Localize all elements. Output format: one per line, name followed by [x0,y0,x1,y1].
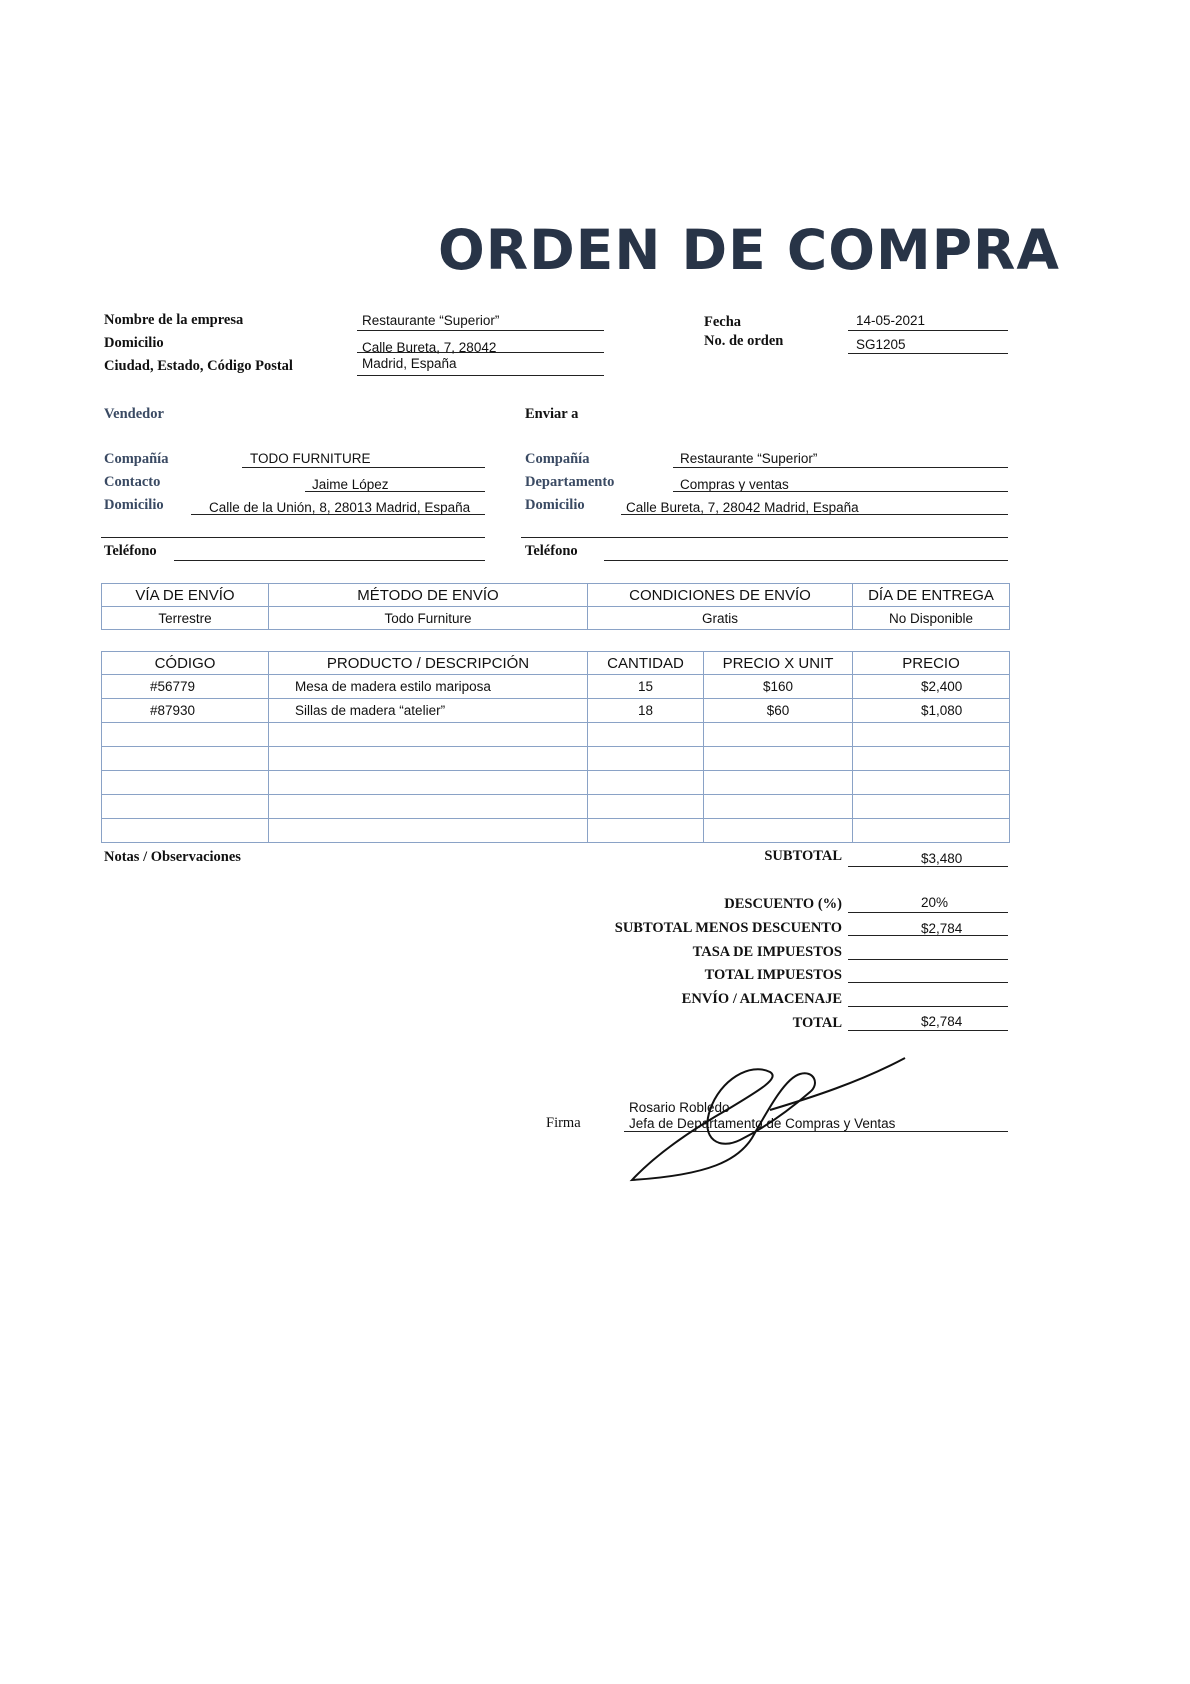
handwritten-signature [620,1050,920,1185]
table-row [102,819,1010,843]
discount-value: 20% [921,895,949,910]
vendor-company-line [242,467,485,468]
item-quantity [588,771,704,795]
subtotal-less-discount-label: SUBTOTAL MENOS DESCUENTO [614,920,842,936]
item-quantity [588,747,704,771]
item-price [853,819,1010,843]
table-row [102,771,1010,795]
item-description: Mesa de madera estilo mariposa [269,675,588,699]
shipping-header-delivery: DÍA DE ENTREGA [853,584,1010,607]
vendor-contact-label: Contacto [104,474,161,490]
company-name-value: Restaurante “Superior” [362,313,500,328]
item-description [269,819,588,843]
items-header-code: CÓDIGO [102,652,269,675]
item-price [853,771,1010,795]
ship-to-department-label: Departamento [525,474,615,490]
order-number-value: SG1205 [856,337,906,352]
item-code: #87930 [102,699,269,723]
ship-to-company-line [673,467,1008,468]
item-unit-price [704,795,853,819]
item-unit-price [704,771,853,795]
tax-total-line [848,982,1008,983]
table-row [102,675,1010,699]
table-row [102,699,1010,723]
item-price: $1,080 [853,699,1010,723]
item-price [853,795,1010,819]
signature-label: Firma [546,1115,581,1131]
item-description [269,795,588,819]
ship-to-heading: Enviar a [525,406,579,422]
tax-rate-line [848,959,1008,960]
item-description [269,723,588,747]
signatory-position: Jefa de Departamento de Compras y Ventas [629,1116,896,1131]
item-quantity: 15 [588,675,704,699]
date-value: 14-05-2021 [856,313,926,328]
subtotal-less-discount-value: $2,784 [921,921,963,936]
shipping-value-delivery: No Disponible [853,607,1010,630]
document-title: ORDEN DE COMPRA [438,218,1060,282]
item-unit-price [704,819,853,843]
item-unit-price: $160 [704,675,853,699]
shipping-header-method: MÉTODO DE ENVÍO [269,584,588,607]
item-quantity [588,795,704,819]
table-row [102,747,1010,771]
vendor-company-label: Compañía [104,451,169,467]
items-header-price: PRECIO [853,652,1010,675]
item-quantity: 18 [588,699,704,723]
subtotal-value: $3,480 [921,851,963,866]
subtotal-line [848,866,1008,867]
item-description: Sillas de madera “atelier” [269,699,588,723]
shipping-value-via: Terrestre [102,607,269,630]
date-line [848,330,1008,331]
city-line [357,375,604,376]
item-description [269,747,588,771]
total-label: TOTAL [792,1015,842,1031]
total-value: $2,784 [921,1014,963,1029]
vendor-address-value: Calle de la Unión, 8, 28013 Madrid, España [209,500,471,515]
vendor-heading: Vendedor [104,406,164,422]
vendor-phone-line [174,560,485,561]
shipping-value-method: Todo Furniture [269,607,588,630]
item-unit-price [704,747,853,771]
items-table [101,651,1010,843]
total-line [848,1030,1008,1031]
shipping-value-conditions: Gratis [588,607,853,630]
ship-to-company-value: Restaurante “Superior” [680,451,818,466]
ship-to-department-value: Compras y ventas [680,477,789,492]
item-quantity [588,723,704,747]
item-code: #56779 [102,675,269,699]
vendor-contact-value: Jaime López [312,477,389,492]
discount-line [848,912,1008,913]
item-unit-price: $60 [704,699,853,723]
shipping-header-conditions: CONDICIONES DE ENVÍO [588,584,853,607]
item-code [102,795,269,819]
shipping-header-via: VÍA DE ENVÍO [102,584,269,607]
shipping-table [101,583,1010,630]
address-line [357,352,604,353]
vendor-address-label: Domicilio [104,497,164,513]
vendor-contact-line [305,491,485,492]
tax-rate-label: TASA DE IMPUESTOS [692,944,842,960]
address-value: Calle Bureta, 7, 28042 [362,340,497,355]
ship-to-phone-label: Teléfono [525,543,578,559]
ship-to-company-label: Compañía [525,451,590,467]
order-number-line [848,353,1008,354]
item-code [102,747,269,771]
item-price: $2,400 [853,675,1010,699]
item-quantity [588,819,704,843]
items-header-product: PRODUCTO / DESCRIPCIÓN [269,652,588,675]
item-description [269,771,588,795]
item-code [102,771,269,795]
address-label: Domicilio [104,335,164,351]
shipping-storage-line [848,1006,1008,1007]
vendor-phone-label: Teléfono [104,543,157,559]
order-number-label: No. de orden [704,333,784,349]
ship-to-address-value: Calle Bureta, 7, 28042 Madrid, España [626,500,859,515]
vendor-extra-line [101,537,485,538]
discount-label: DESCUENTO (%) [724,896,842,912]
ship-to-address-label: Domicilio [525,497,585,513]
notes-label: Notas / Observaciones [104,849,241,865]
tax-total-label: TOTAL IMPUESTOS [704,967,842,983]
item-unit-price [704,723,853,747]
subtotal-label: SUBTOTAL [764,848,842,864]
company-name-line [357,330,604,331]
city-value: Madrid, España [362,356,457,371]
table-row [102,795,1010,819]
city-label: Ciudad, Estado, Código Postal [104,358,293,374]
item-code [102,723,269,747]
items-header-quantity: CANTIDAD [588,652,704,675]
items-header-unit-price: PRECIO X UNIT [704,652,853,675]
item-code [102,819,269,843]
vendor-company-value: TODO FURNITURE [250,451,371,466]
ship-to-phone-line [604,560,1008,561]
signatory-name: Rosario Robledo [629,1100,730,1115]
vendor-address-line [191,514,485,515]
subtotal-less-discount-line [848,935,1008,936]
table-row [102,723,1010,747]
ship-to-department-line [673,491,1008,492]
item-price [853,747,1010,771]
company-name-label: Nombre de la empresa [104,312,244,328]
ship-to-address-line [621,514,1008,515]
item-price [853,723,1010,747]
ship-to-extra-line [521,537,1008,538]
shipping-storage-label: ENVÍO / ALMACENAJE [681,991,842,1007]
date-label: Fecha [704,314,742,330]
